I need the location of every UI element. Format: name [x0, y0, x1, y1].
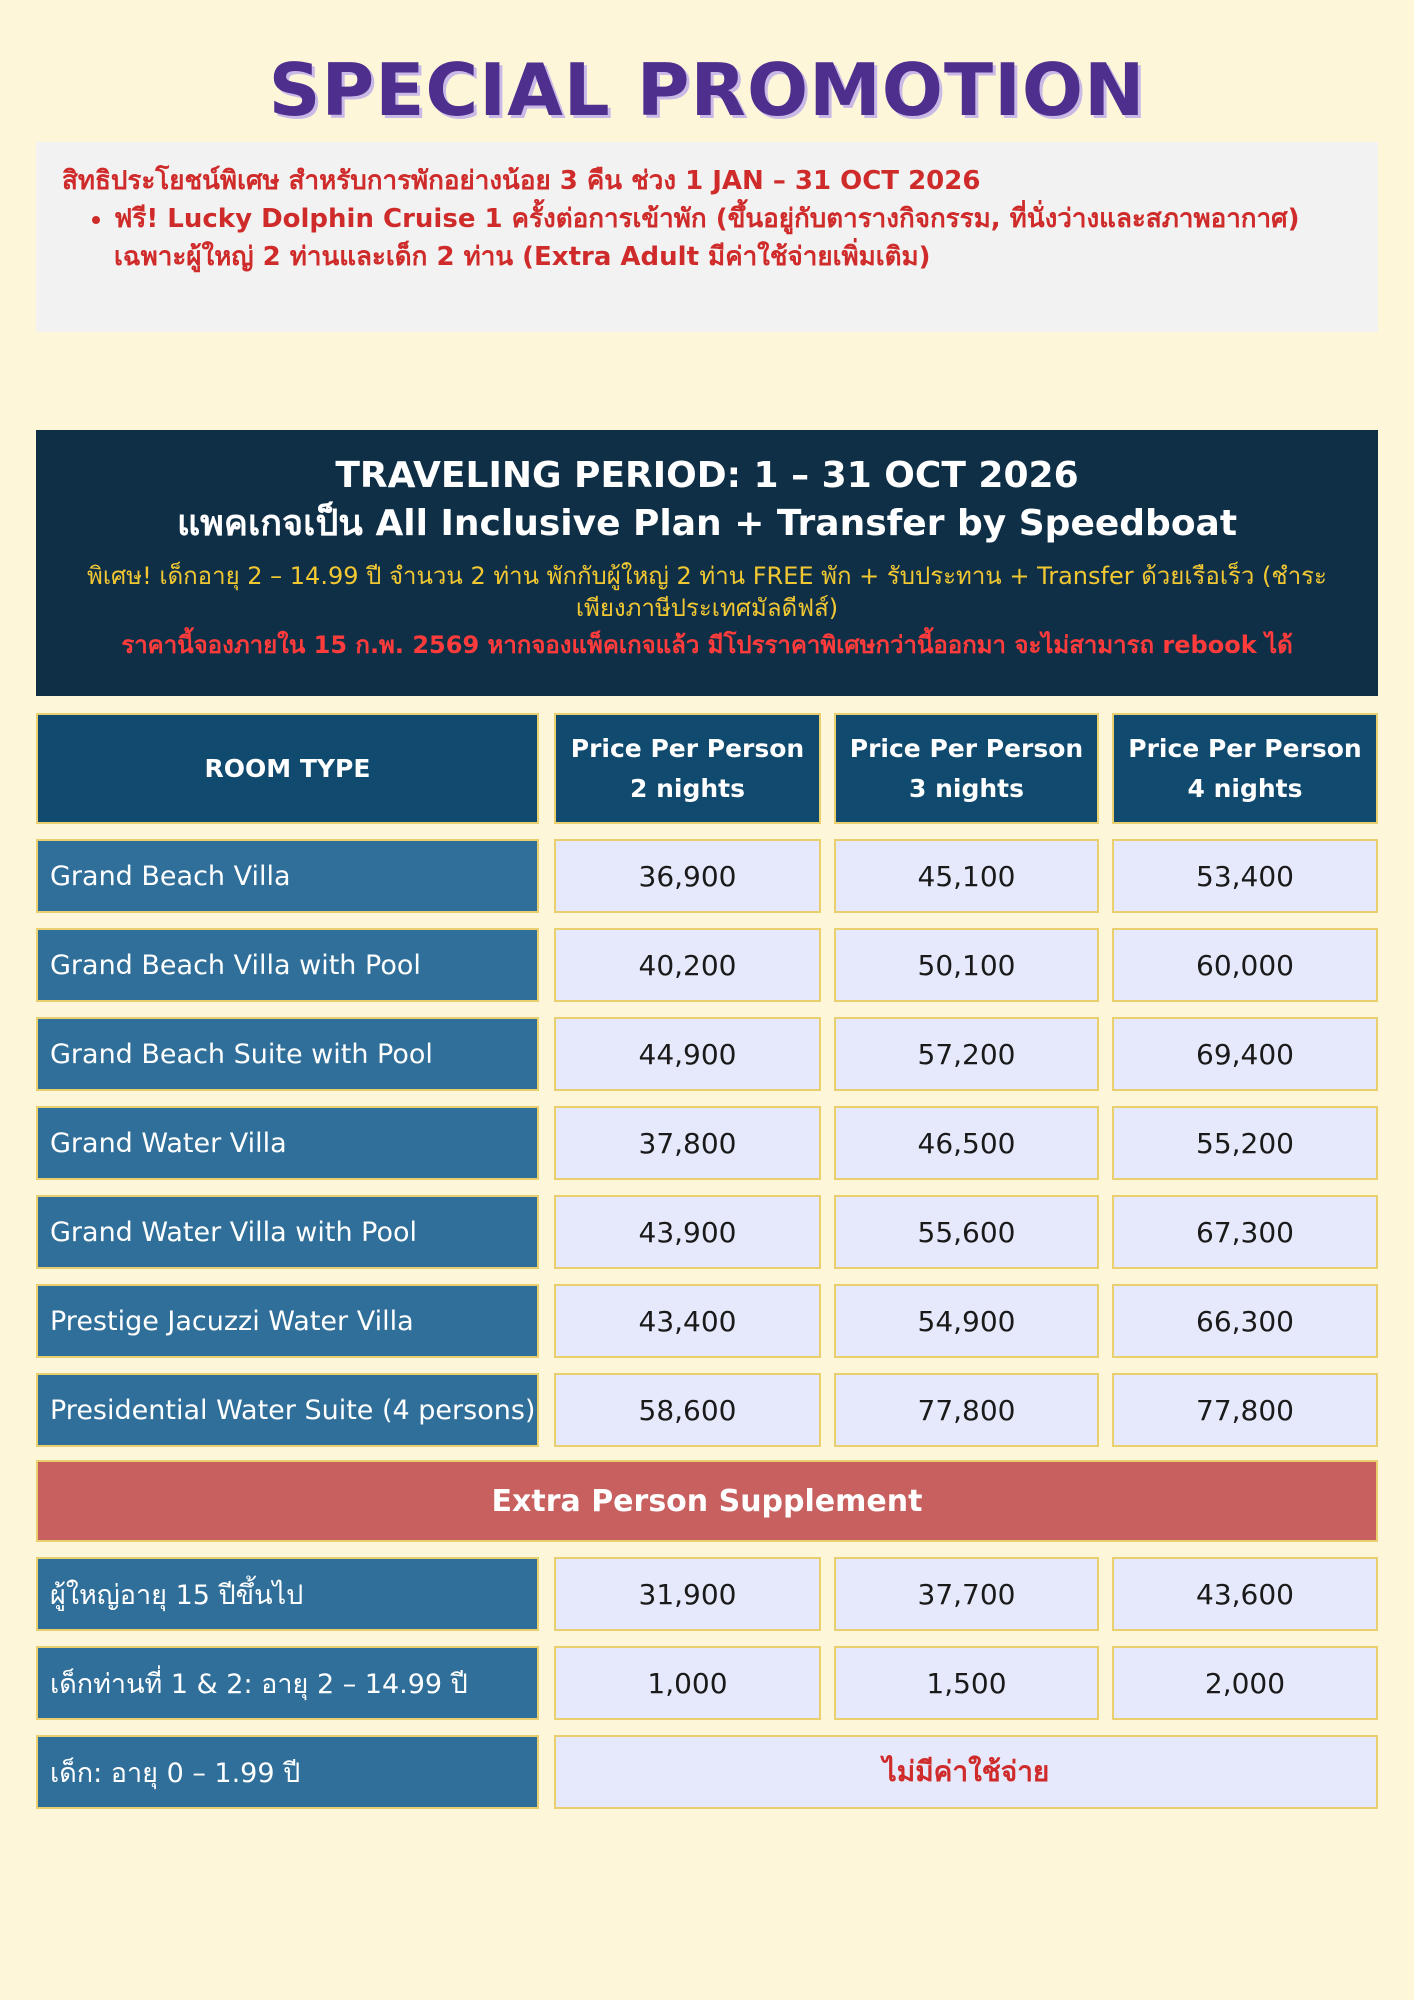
price-3-nights: 54,900 [834, 1284, 1099, 1358]
header-2-nights [554, 713, 821, 824]
price-2-nights: 43,900 [554, 1195, 821, 1269]
extra-price-2-nights: 1,000 [554, 1646, 821, 1720]
extra-price-4-nights: 2,000 [1112, 1646, 1378, 1720]
price-2-nights: 58,600 [554, 1373, 821, 1447]
price-2-nights: 36,900 [554, 839, 821, 913]
price-3-nights: 57,200 [834, 1017, 1099, 1091]
room-label: Grand Beach Villa [36, 839, 539, 913]
promo-bullet: • ฟรี! Lucky Dolphin Cruise 1 ครั้งต่อการเข้าพัก (ขึ้นอยู่กับตารางกิจกรรม, ที่นั่งว่างและสภาพอากาศ) เฉพาะผู้ใหญ่ 2 ท่านและเด็ก 2 ท่าน (Extra Adult มีค่าใช้จ่ายเพิ่มเติม) [114, 200, 1352, 276]
header-3-nights [834, 713, 1099, 824]
promo-box [36, 142, 1378, 332]
room-label: Presidential Water Suite (4 persons) [36, 1373, 539, 1447]
price-4-nights: 66,300 [1112, 1284, 1378, 1358]
room-label: Grand Water Villa with Pool [36, 1195, 539, 1269]
price-4-nights: 67,300 [1112, 1195, 1378, 1269]
extra-price-3-nights: 1,500 [834, 1646, 1099, 1720]
price-4-nights: 53,400 [1112, 839, 1378, 913]
extra-label: ผู้ใหญ่อายุ 15 ปีขึ้นไป [36, 1557, 539, 1631]
room-label: Grand Beach Suite with Pool [36, 1017, 539, 1091]
header-3-nights-line2: 3 nights [909, 773, 1024, 803]
infant-free-cell [554, 1735, 1378, 1809]
price-2-nights: 40,200 [554, 928, 821, 1002]
price-3-nights: 55,600 [834, 1195, 1099, 1269]
extra-person-header: Extra Person Supplement [36, 1460, 1378, 1542]
header-2-nights-line2: 2 nights [630, 773, 745, 803]
price-2-nights: 43,400 [554, 1284, 821, 1358]
extra-price-3-nights: 37,700 [834, 1557, 1099, 1631]
header-4-nights-line1: Price Per Person [1128, 733, 1362, 763]
room-label: Grand Water Villa [36, 1106, 539, 1180]
price-4-nights: 77,800 [1112, 1373, 1378, 1447]
price-3-nights: 46,500 [834, 1106, 1099, 1180]
header-2-nights-line1: Price Per Person [570, 733, 805, 763]
header-4-nights [1112, 713, 1378, 824]
header-3-nights-line1: Price Per Person [849, 733, 1084, 763]
room-label: Prestige Jacuzzi Water Villa [36, 1284, 539, 1358]
room-label: Grand Beach Villa with Pool [36, 928, 539, 1002]
header-room-type [36, 713, 539, 824]
header-4-nights-line2: 4 nights [1187, 773, 1303, 803]
price-4-nights: 60,000 [1112, 928, 1378, 1002]
page-title: SPECIAL PROMOTION [268, 48, 1146, 132]
promo-headline: สิทธิประโยชน์พิเศษ สำหรับการพักอย่างน้อย 3 คืน ช่วง 1 JAN – 31 OCT 2026 [62, 166, 981, 196]
price-3-nights: 45,100 [834, 839, 1099, 913]
extra-price-4-nights: 43,600 [1112, 1557, 1378, 1631]
extra-price-2-nights: 31,900 [554, 1557, 821, 1631]
period-warning: ราคานี้จองภายใน 15 ก.พ. 2569 หากจองแพ็คเกจแล้ว มีโปรราคาพิเศษกว่านี้ออกมา จะไม่สามารถ rebook ได้ [121, 631, 1293, 659]
price-3-nights: 50,100 [834, 928, 1099, 1002]
period-subtitle: แพคเกจเป็น All Inclusive Plan + Transfer by Speedboat [176, 503, 1238, 544]
infant-free-text: ไม่มีค่าใช้จ่าย [882, 1755, 1050, 1788]
price-4-nights: 55,200 [1112, 1106, 1378, 1180]
promo-list [62, 200, 1352, 276]
price-2-nights: 37,800 [554, 1106, 821, 1180]
price-2-nights: 44,900 [554, 1017, 821, 1091]
infant-label: เด็ก: อายุ 0 – 1.99 ปี [36, 1735, 539, 1809]
extra-label: เด็กท่านที่ 1 & 2: อายุ 2 – 14.99 ปี [36, 1646, 539, 1720]
period-box [36, 430, 1378, 696]
period-title: TRAVELING PERIOD: 1 – 31 OCT 2026 [335, 455, 1079, 496]
header-room-type-label: ROOM TYPE [204, 753, 371, 783]
price-3-nights: 77,800 [834, 1373, 1099, 1447]
period-note: พิเศษ! เด็กอายุ 2 – 14.99 ปี จำนวน 2 ท่าน พักกับผู้ใหญ่ 2 ท่าน FREE พัก + รับประทาน + Transfer ด้วยเรือเร็ว (ชำระเพียงภาษีประเทศมัลดีฟส์) [87, 562, 1327, 622]
price-4-nights: 69,400 [1112, 1017, 1378, 1091]
